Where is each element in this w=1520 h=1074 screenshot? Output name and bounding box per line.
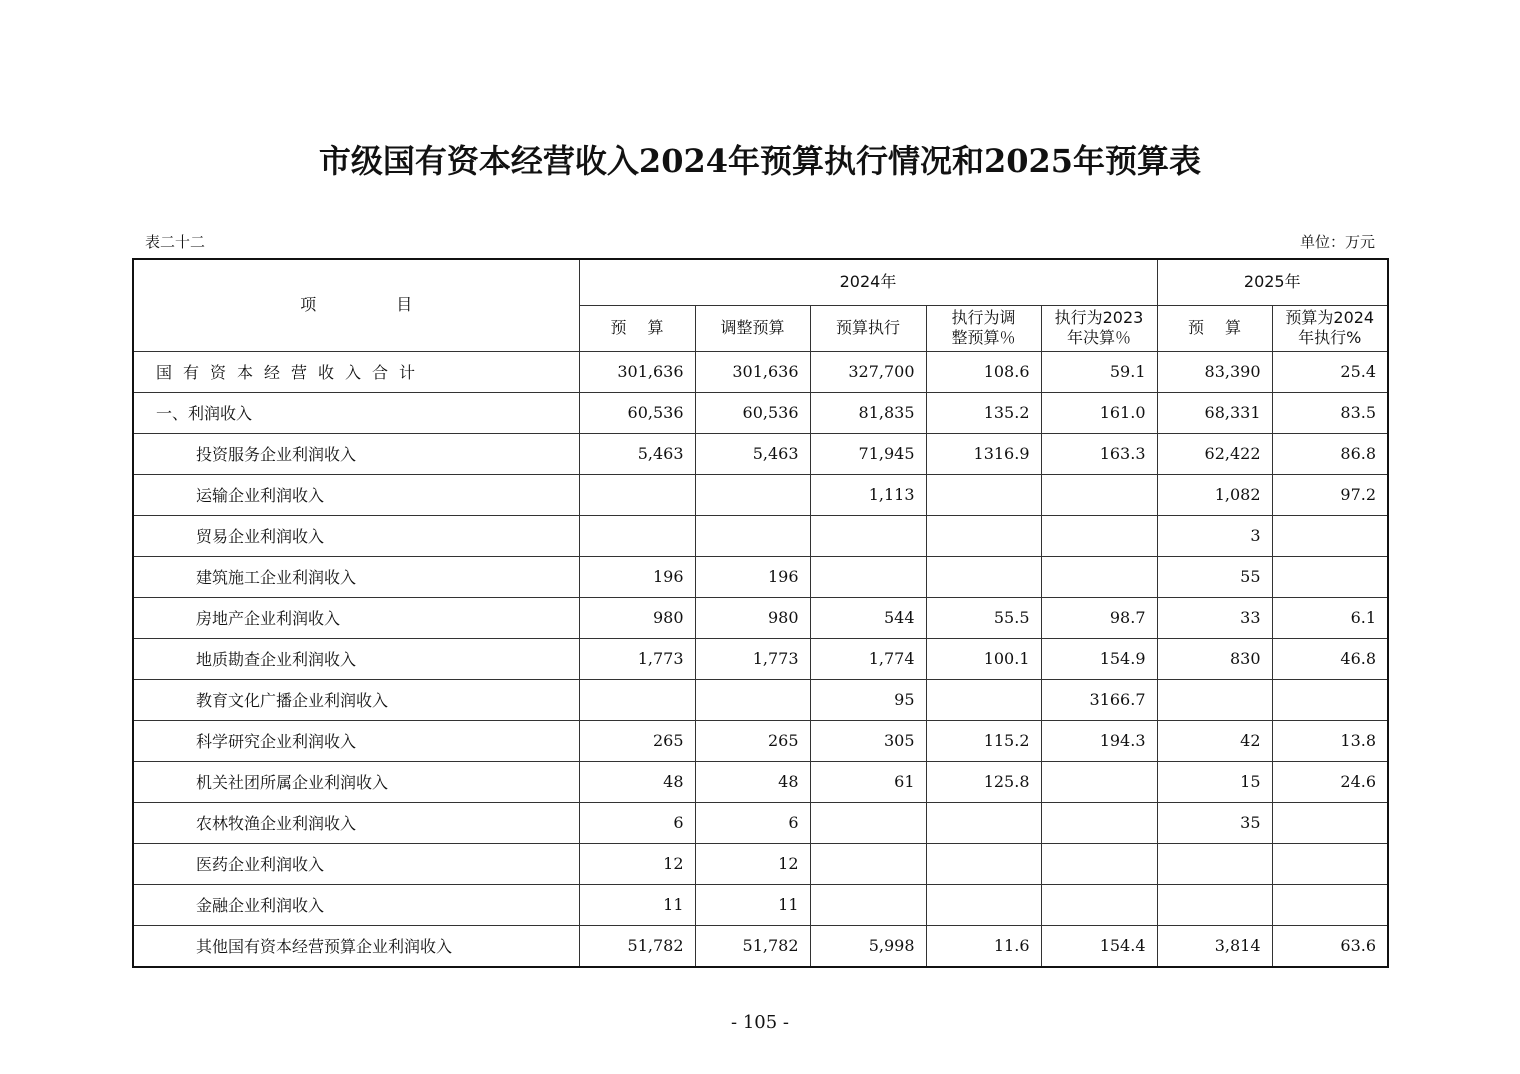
cell-adjusted-budget — [695, 515, 810, 556]
cell-budget-2024: 12 — [579, 843, 695, 884]
row-label: 贸易企业利润收入 — [133, 515, 579, 556]
cell-exec-vs-adjusted — [926, 515, 1041, 556]
row-label: 国有资本经营收入合计 — [133, 351, 579, 392]
table-row — [133, 761, 1388, 802]
cell-budget-2025: 830 — [1157, 638, 1272, 679]
cell-execution: 327,700 — [810, 351, 926, 392]
table-body — [133, 351, 1388, 967]
table-row — [133, 597, 1388, 638]
cell-exec-vs-adjusted: 125.8 — [926, 761, 1041, 802]
cell-adjusted-budget: 48 — [695, 761, 810, 802]
unit-label: 单位：万元 — [1299, 233, 1375, 251]
cell-budget-2025: 35 — [1157, 802, 1272, 843]
cell-exec-vs-final: 154.4 — [1041, 925, 1157, 967]
table-row — [133, 679, 1388, 720]
cell-execution: 544 — [810, 597, 926, 638]
cell-execution — [810, 843, 926, 884]
header-year-2024: 2024年 — [579, 259, 1157, 305]
cell-exec-vs-adjusted — [926, 556, 1041, 597]
cell-exec-vs-adjusted — [926, 474, 1041, 515]
cell-budget-vs-exec: 25.4 — [1272, 351, 1388, 392]
cell-budget-2024: 196 — [579, 556, 695, 597]
row-label: 投资服务企业利润收入 — [133, 433, 579, 474]
header-adjusted-budget: 调整预算 — [695, 305, 810, 351]
cell-exec-vs-final — [1041, 556, 1157, 597]
row-label: 地质勘查企业利润收入 — [133, 638, 579, 679]
table-row — [133, 638, 1388, 679]
header-year-2025: 2025年 — [1157, 259, 1388, 305]
cell-exec-vs-adjusted — [926, 884, 1041, 925]
cell-exec-vs-adjusted: 115.2 — [926, 720, 1041, 761]
header-exec-vs-final-line1: 执行为2023 — [1054, 308, 1144, 327]
cell-adjusted-budget — [695, 474, 810, 515]
table-row — [133, 556, 1388, 597]
cell-budget-2024: 51,782 — [579, 925, 695, 967]
row-label: 机关社团所属企业利润收入 — [133, 761, 579, 802]
cell-exec-vs-final — [1041, 474, 1157, 515]
cell-exec-vs-final: 59.1 — [1041, 351, 1157, 392]
cell-execution: 71,945 — [810, 433, 926, 474]
row-label: 房地产企业利润收入 — [133, 597, 579, 638]
table-row — [133, 433, 1388, 474]
cell-exec-vs-adjusted: 11.6 — [926, 925, 1041, 967]
cell-adjusted-budget: 196 — [695, 556, 810, 597]
cell-budget-vs-exec — [1272, 802, 1388, 843]
cell-exec-vs-final — [1041, 843, 1157, 884]
budget-table — [132, 258, 1389, 968]
cell-exec-vs-adjusted: 108.6 — [926, 351, 1041, 392]
table-row — [133, 392, 1388, 433]
table-row — [133, 351, 1388, 392]
cell-budget-2025: 3 — [1157, 515, 1272, 556]
table-row — [133, 884, 1388, 925]
cell-execution — [810, 802, 926, 843]
cell-budget-2024: 6 — [579, 802, 695, 843]
cell-exec-vs-final — [1041, 761, 1157, 802]
cell-adjusted-budget: 265 — [695, 720, 810, 761]
cell-exec-vs-final: 194.3 — [1041, 720, 1157, 761]
cell-budget-vs-exec: 83.5 — [1272, 392, 1388, 433]
cell-execution — [810, 556, 926, 597]
cell-budget-2024: 980 — [579, 597, 695, 638]
table-row — [133, 925, 1388, 967]
cell-budget-2025: 15 — [1157, 761, 1272, 802]
cell-exec-vs-adjusted — [926, 843, 1041, 884]
row-label: 医药企业利润收入 — [133, 843, 579, 884]
table-number: 表二十二 — [145, 233, 206, 251]
cell-exec-vs-adjusted: 135.2 — [926, 392, 1041, 433]
cell-budget-vs-exec — [1272, 515, 1388, 556]
cell-budget-2024: 1,773 — [579, 638, 695, 679]
table-row — [133, 515, 1388, 556]
cell-budget-2024: 265 — [579, 720, 695, 761]
cell-exec-vs-final: 3166.7 — [1041, 679, 1157, 720]
cell-adjusted-budget: 51,782 — [695, 925, 810, 967]
cell-budget-2025: 33 — [1157, 597, 1272, 638]
header-budget: 预 算 — [579, 305, 695, 351]
header-exec-vs-adjusted-line2: 整预算％ — [951, 328, 1016, 347]
cell-exec-vs-adjusted: 55.5 — [926, 597, 1041, 638]
cell-budget-2024 — [579, 515, 695, 556]
cell-budget-2024: 48 — [579, 761, 695, 802]
cell-execution: 1,113 — [810, 474, 926, 515]
cell-budget-vs-exec — [1272, 556, 1388, 597]
row-label: 建筑施工企业利润收入 — [133, 556, 579, 597]
cell-budget-2025: 83,390 — [1157, 351, 1272, 392]
header-execution: 预算执行 — [810, 305, 926, 351]
cell-budget-2025: 62,422 — [1157, 433, 1272, 474]
cell-execution — [810, 515, 926, 556]
table-row — [133, 802, 1388, 843]
row-label: 一、利润收入 — [133, 392, 579, 433]
page-title: 市级国有资本经营收入2024年预算执行情况和2025年预算表 — [318, 142, 1202, 180]
cell-execution: 5,998 — [810, 925, 926, 967]
cell-adjusted-budget: 301,636 — [695, 351, 810, 392]
cell-budget-vs-exec: 97.2 — [1272, 474, 1388, 515]
header-exec-vs-final — [1041, 305, 1157, 351]
cell-budget-2025: 3,814 — [1157, 925, 1272, 967]
cell-budget-2024: 60,536 — [579, 392, 695, 433]
row-label: 运输企业利润收入 — [133, 474, 579, 515]
cell-exec-vs-final: 161.0 — [1041, 392, 1157, 433]
header-budget-vs-exec — [1272, 305, 1388, 351]
header-exec-vs-adjusted-line1: 执行为调 — [951, 308, 1016, 327]
cell-budget-vs-exec — [1272, 679, 1388, 720]
cell-budget-2024: 5,463 — [579, 433, 695, 474]
cell-adjusted-budget: 980 — [695, 597, 810, 638]
cell-execution: 95 — [810, 679, 926, 720]
cell-budget-2025: 1,082 — [1157, 474, 1272, 515]
cell-exec-vs-adjusted: 1316.9 — [926, 433, 1041, 474]
cell-budget-vs-exec: 24.6 — [1272, 761, 1388, 802]
table-row — [133, 843, 1388, 884]
cell-budget-vs-exec: 6.1 — [1272, 597, 1388, 638]
cell-budget-2024 — [579, 474, 695, 515]
cell-budget-vs-exec: 13.8 — [1272, 720, 1388, 761]
row-label: 科学研究企业利润收入 — [133, 720, 579, 761]
cell-exec-vs-adjusted — [926, 679, 1041, 720]
cell-adjusted-budget: 5,463 — [695, 433, 810, 474]
page-number: - 105 - — [731, 1012, 789, 1033]
row-label: 教育文化广播企业利润收入 — [133, 679, 579, 720]
header-exec-vs-final-line2: 年决算％ — [1066, 328, 1131, 347]
cell-budget-vs-exec — [1272, 843, 1388, 884]
cell-adjusted-budget — [695, 679, 810, 720]
cell-exec-vs-final: 154.9 — [1041, 638, 1157, 679]
header-budget-vs-exec-line2: 年执行% — [1298, 328, 1362, 347]
cell-budget-vs-exec: 86.8 — [1272, 433, 1388, 474]
cell-exec-vs-final — [1041, 884, 1157, 925]
row-label: 其他国有资本经营预算企业利润收入 — [133, 925, 579, 967]
cell-execution: 305 — [810, 720, 926, 761]
cell-exec-vs-final: 163.3 — [1041, 433, 1157, 474]
table-row — [133, 720, 1388, 761]
header-exec-vs-adjusted — [926, 305, 1041, 351]
cell-budget-2025: 55 — [1157, 556, 1272, 597]
cell-budget-2025 — [1157, 843, 1272, 884]
cell-execution: 61 — [810, 761, 926, 802]
header-item: 项 目 — [133, 259, 579, 351]
cell-adjusted-budget: 12 — [695, 843, 810, 884]
cell-budget-vs-exec — [1272, 884, 1388, 925]
cell-budget-2025 — [1157, 884, 1272, 925]
header-budget-2025: 预 算 — [1157, 305, 1272, 351]
header-budget-vs-exec-line1: 预算为2024 — [1285, 308, 1375, 327]
cell-budget-2024: 301,636 — [579, 351, 695, 392]
cell-adjusted-budget: 11 — [695, 884, 810, 925]
cell-adjusted-budget: 60,536 — [695, 392, 810, 433]
cell-budget-2024: 11 — [579, 884, 695, 925]
cell-adjusted-budget: 6 — [695, 802, 810, 843]
row-label: 金融企业利润收入 — [133, 884, 579, 925]
cell-execution: 81,835 — [810, 392, 926, 433]
cell-exec-vs-adjusted: 100.1 — [926, 638, 1041, 679]
cell-exec-vs-final: 98.7 — [1041, 597, 1157, 638]
cell-budget-2025 — [1157, 679, 1272, 720]
cell-budget-2025: 42 — [1157, 720, 1272, 761]
row-label: 农林牧渔企业利润收入 — [133, 802, 579, 843]
cell-adjusted-budget: 1,773 — [695, 638, 810, 679]
cell-exec-vs-final — [1041, 802, 1157, 843]
cell-execution: 1,774 — [810, 638, 926, 679]
cell-budget-2025: 68,331 — [1157, 392, 1272, 433]
cell-budget-2024 — [579, 679, 695, 720]
table-row — [133, 474, 1388, 515]
cell-budget-vs-exec: 63.6 — [1272, 925, 1388, 967]
cell-budget-vs-exec: 46.8 — [1272, 638, 1388, 679]
cell-execution — [810, 884, 926, 925]
cell-exec-vs-final — [1041, 515, 1157, 556]
cell-exec-vs-adjusted — [926, 802, 1041, 843]
